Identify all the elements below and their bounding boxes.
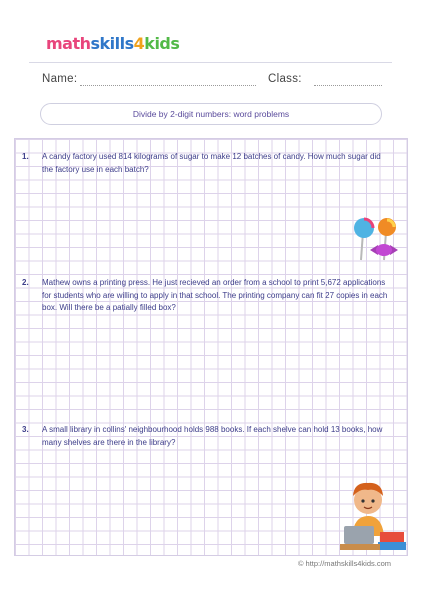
logo-part-skills: skills <box>90 34 134 53</box>
laptop-icon <box>344 526 374 544</box>
question-1 <box>22 151 394 176</box>
question-text: Mathew owns a printing press. He just recieved an order from a school to print 5,672 applications for students who are willing to apply in that school. The printing company can fit 27 copies in each box. Will there be a patially filled box? <box>42 278 388 312</box>
boy-reading-icon <box>340 474 408 554</box>
header-divider <box>29 62 392 63</box>
logo <box>46 34 179 53</box>
class-input-line[interactable] <box>314 85 382 86</box>
question-text: A small library in collins' neighbourhood holds 988 books. If each shelve can hold 13 books, how many shelves are there in the library? <box>42 425 383 447</box>
desk <box>340 544 380 550</box>
boy-eye-left <box>361 499 364 502</box>
name-label: Name: <box>42 73 78 85</box>
question-text: A candy factory used 814 kilograms of sugar to make 12 batches of candy. How much sugar did the factory use in each batch? <box>42 152 381 174</box>
logo-part-4: 4 <box>133 34 145 53</box>
worksheet-title: Divide by 2-digit numbers: word problems <box>40 103 382 125</box>
footer-copyright: © http://mathskills4kids.com <box>297 559 391 568</box>
question-3 <box>22 424 394 449</box>
book-stack-bottom <box>378 542 406 550</box>
logo-part-math: math <box>46 34 91 53</box>
question-number: 3. <box>22 425 29 434</box>
boy-eye-right <box>371 499 374 502</box>
logo-part-kids: kids <box>144 34 180 53</box>
question-number: 1. <box>22 152 29 161</box>
candy-icon <box>352 216 404 262</box>
name-input-line[interactable] <box>80 85 256 86</box>
question-number: 2. <box>22 278 29 287</box>
wrapped-candy <box>376 244 392 256</box>
question-2 <box>22 277 394 315</box>
class-label: Class: <box>268 73 302 85</box>
